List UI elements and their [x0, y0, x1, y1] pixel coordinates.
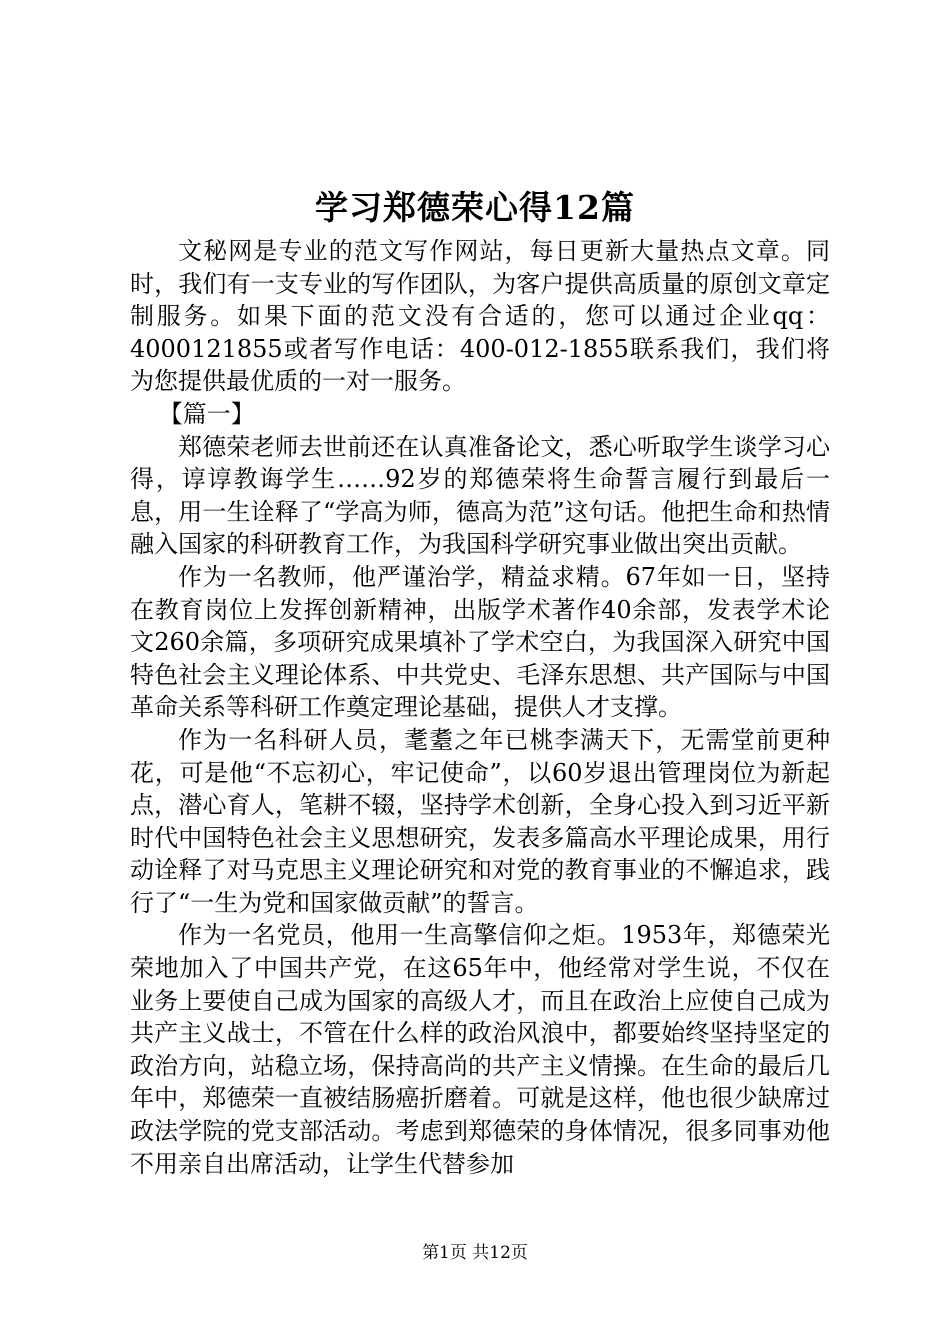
page-title: 学习郑德荣心得12篇: [315, 188, 635, 227]
body-paragraph: 作为一名教师，他严谨治学，精益求精。67年如一日，坚持在教育岗位上发挥创新精神，出版学术著作40余部，发表学术论文260余篇，多项研究成果填补了学术空白，为我国深入研究中国特色社会主义理论体系、中共党史、毛泽东思想、共产国际与中国革命关系等科研工作奠定理论基础，提供人才支撑。: [130, 562, 830, 722]
body-paragraph: 作为一名党员，他用一生高擎信仰之炬。1953年，郑德荣光荣地加入了中国共产党，在这65年中，他经常对学生说，不仅在业务上要使自己成为国家的高级人才，而且在政治上应使自己成为共产主义战士，不管在什么样的政治风浪中，都要始终坚持坚定的政治方向，站稳立场，保持高尚的共产主义情操。在生命的最后几年中，郑德荣一直被结肠癌折磨着。可就是这样，他也很少缺席过政法学院的党支部活动。考虑到郑德荣的身体情况，很多同事劝他不用亲自出席活动，让学生代替参加: [130, 921, 830, 1178]
body-paragraph: 作为一名科研人员，耄耋之年已桃李满天下，无需堂前更种花，可是他“不忘初心，牢记使命”，以60岁退出管理岗位为新起点，潜心育人，笔耕不辍，坚持学术创新，全身心投入到习近平新时代中国特色社会主义思想研究，发表多篇高水平理论成果，用行动诠释了对马克思主义理论研究和对党的教育事业的不懈追求，践行了“一生为党和国家做贡献”的誓言。: [130, 725, 830, 917]
body-paragraph: 郑德荣老师去世前还在认真准备论文，悉心听取学生谈学习心得，谆谆教诲学生……92岁的郑德荣将生命誓言履行到最后一息，用一生诠释了“学高为师，德高为范”这句话。他把生命和热情融入国家的科研教育工作，为我国科学研究事业做出突出贡献。: [130, 432, 830, 559]
document-body: [130, 235, 830, 1180]
page-footer: 第1页 共12页: [422, 1243, 528, 1263]
section-heading: 【篇一】: [158, 399, 255, 428]
intro-paragraph: 文秘网是专业的范文写作网站，每日更新大量热点文章。同时，我们有一支专业的写作团队，为客户提供高质量的原创文章定制服务。如果下面的范文没有合适的，您可以通过企业qq：4000121855或者写作电话：400-012-1855联系我们，我们将为您提供最优质的一对一服务。: [130, 237, 830, 396]
